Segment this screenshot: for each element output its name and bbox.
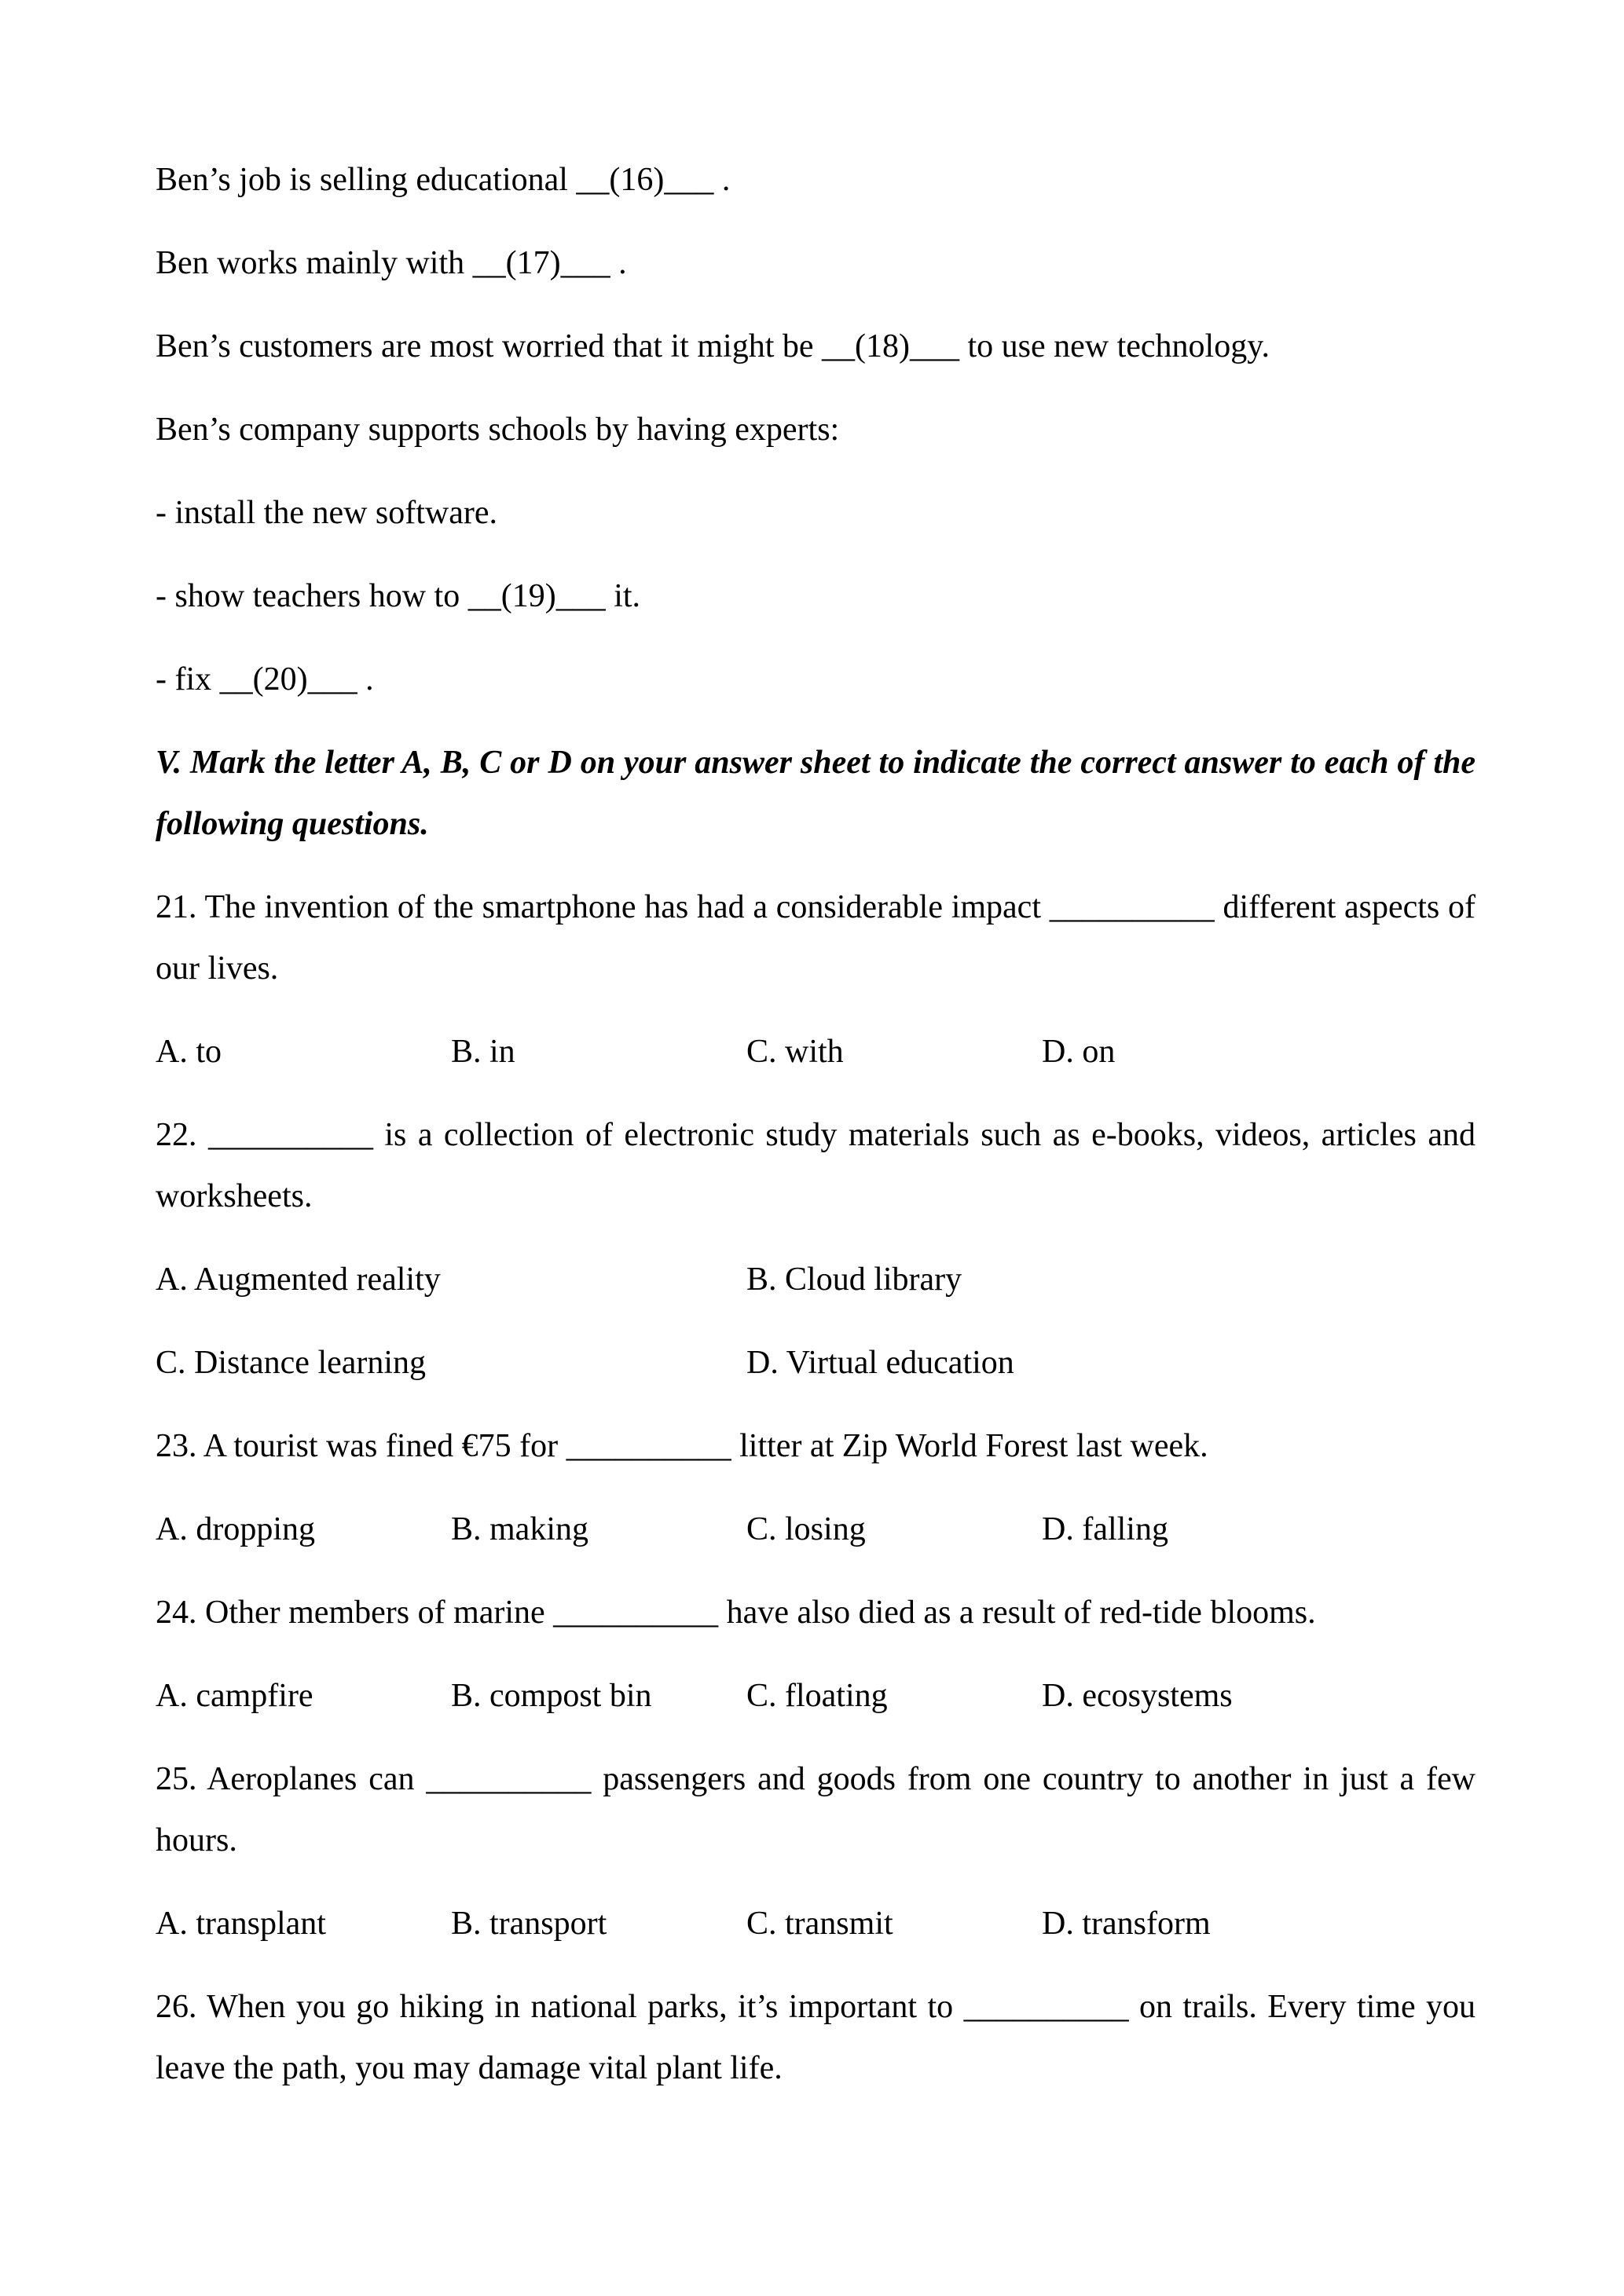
question-23-stem: 23. A tourist was fined €75 for __________ litter at Zip World Forest last week. [156,1428,1208,1464]
question-24-option-b: B. compost bin [451,1678,652,1714]
question-21-option-a: A. to [156,1034,222,1070]
question-25-option-c: C. transmit [746,1906,893,1942]
question-22-option-c: C. Distance learning [156,1345,427,1381]
question-24-options [156,1665,1476,1727]
question-21-options [156,1021,1476,1082]
question-25-option-b: B. transport [451,1906,607,1942]
section-v-heading: V. Mark the letter A, B, C or D on your answer sheet to indicate the correct answer to each of the following questions. [156,745,1476,842]
question-24-option-c: C. floating [746,1678,888,1714]
question-25-option-a: A. transplant [156,1906,326,1942]
question-21-option-d: D. on [1042,1034,1116,1070]
question-21-option-b: B. in [451,1034,515,1070]
gap-fill-line-18: Ben’s customers are most worried that it might be __(18)___ to use new technology. [156,328,1270,364]
question-24-option-d: D. ecosystems [1042,1678,1233,1714]
question-24-option-a: A. campfire [156,1678,313,1714]
gap-fill-line-19: - show teachers how to __(19)___ it. [156,578,641,614]
question-22-option-d: D. Virtual education [746,1345,1014,1381]
question-24-stem: 24. Other members of marine __________ have also died as a result of red-tide blooms. [156,1595,1316,1631]
question-22-stem: 22. __________ is a collection of electronic study materials such as e-books, videos, articles and worksheets. [156,1117,1476,1214]
gap-fill-line-experts: Ben’s company supports schools by having experts: [156,412,840,448]
question-22-option-a: A. Augmented reality [156,1262,441,1298]
question-23-option-c: C. losing [746,1511,866,1547]
question-23-option-d: D. falling [1042,1511,1168,1547]
question-25-stem: 25. Aeroplanes can __________ passengers and goods from one country to another in just a few hours. [156,1761,1476,1858]
question-23-option-a: A. dropping [156,1511,315,1547]
question-23-option-b: B. making [451,1511,588,1547]
page-content [156,149,1476,2121]
question-22-options-row-2 [156,1332,1476,1393]
gap-fill-line-install: - install the new software. [156,495,498,531]
question-25-option-d: D. transform [1042,1906,1211,1942]
gap-fill-line-17: Ben works mainly with __(17)___ . [156,245,627,281]
question-21-stem: 21. The invention of the smartphone has had a considerable impact __________ different aspects of our lives. [156,889,1476,987]
question-22-options-row-1 [156,1249,1476,1310]
question-26-stem: 26. When you go hiking in national parks, it’s important to __________ on trails. Every time you leave the path, you may damage vital plant life. [156,1989,1476,2086]
question-23-options [156,1499,1476,1560]
question-21-option-c: C. with [746,1034,844,1070]
gap-fill-line-20: - fix __(20)___ . [156,661,374,698]
gap-fill-line-16: Ben’s job is selling educational __(16)___ . [156,162,731,198]
question-25-options [156,1893,1476,1954]
question-22-option-b: B. Cloud library [746,1262,962,1298]
